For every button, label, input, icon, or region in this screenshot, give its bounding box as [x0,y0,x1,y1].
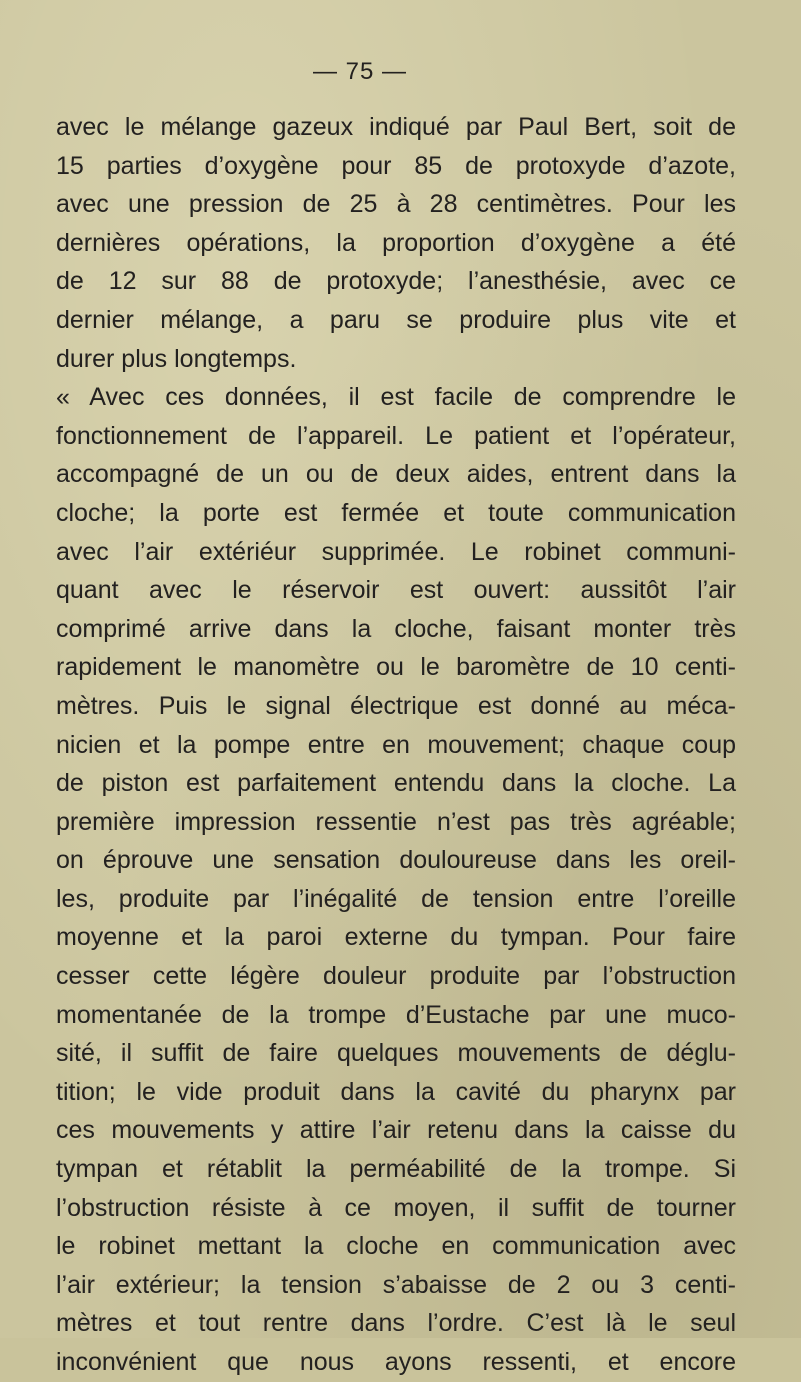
text-line: nicien et la pompe entre en mouvement; chaque coup [56,730,736,759]
text-line: tympan et rétablit la perméabilité de la trompe. Si [56,1155,736,1184]
text-line: rapidement le manomètre ou le baromètre de 10 centi- [56,653,736,682]
text-line: avec le mélange gazeux indiqué par Paul Bert, soit de [56,113,736,141]
text-line: de piston est parfaitement entendu dans la cloche. La [56,769,736,798]
text-line: on éprouve une sensation douloureuse dans les oreil- [56,846,736,875]
text-line: durer plus longtemps. [56,344,297,373]
text-line: momentanée de la trompe d’Eustache par une muco- [56,1000,736,1029]
text-line: les, produite par l’inégalité de tension entre l’oreille [56,884,736,913]
text-line: tition; le vide produit dans la cavité du pharynx par [56,1077,736,1106]
text-line: de 12 sur 88 de protoxyde; l’anesthésie, avec ce [56,267,736,296]
text-line: fonctionnement de l’appareil. Le patient et l’opérateur, [56,421,736,450]
text-line: ces mouvements y attire l’air retenu dans la caisse du [56,1116,736,1145]
text-line: le robinet mettant la cloche en communication avec [56,1232,736,1261]
text-line: dernier mélange, a paru se produire plus vite et [56,305,736,334]
text-line: avec l’air extériéur supprimée. Le robinet communi- [56,537,736,566]
text-line: cloche; la porte est fermée et toute communication [56,498,736,527]
text-line: sité, il suffit de faire quelques mouvements de déglu- [56,1039,736,1068]
text-line: « Avec ces données, il est facile de comprendre le [56,383,736,412]
page-number: — 75 — [312,58,408,85]
text-line: quant avec le réservoir est ouvert: aussitôt l’air [56,576,736,605]
text-line: inconvénient que nous ayons ressenti, et encore [56,1348,736,1376]
text-line: l’air extérieur; la tension s’abaisse de 2 ou 3 centi- [56,1270,736,1299]
text-line: 15 parties d’oxygène pour 85 de protoxyde d’azote, [56,151,736,180]
text-line: mètres et tout rentre dans l’ordre. C’est là le seul [56,1309,736,1338]
text-line: cesser cette légère douleur produite par l’obstruction [56,962,736,991]
body-text [56,108,736,1382]
text-line: accompagné de un ou de deux aides, entrent dans la [56,460,736,489]
text-line: comprimé arrive dans la cloche, faisant monter très [56,614,736,643]
text-line: moyenne et la paroi externe du tympan. Pour faire [56,923,736,952]
text-line: mètres. Puis le signal électrique est donné au méca- [56,691,736,720]
text-line: l’obstruction résiste à ce moyen, il suffit de tourner [56,1193,736,1222]
text-line: avec une pression de 25 à 28 centimètres. Pour les [56,190,736,219]
text-line: dernières opérations, la proportion d’oxygène a été [56,228,736,257]
text-line: première impression ressentie n’est pas très agréable; [56,807,736,836]
